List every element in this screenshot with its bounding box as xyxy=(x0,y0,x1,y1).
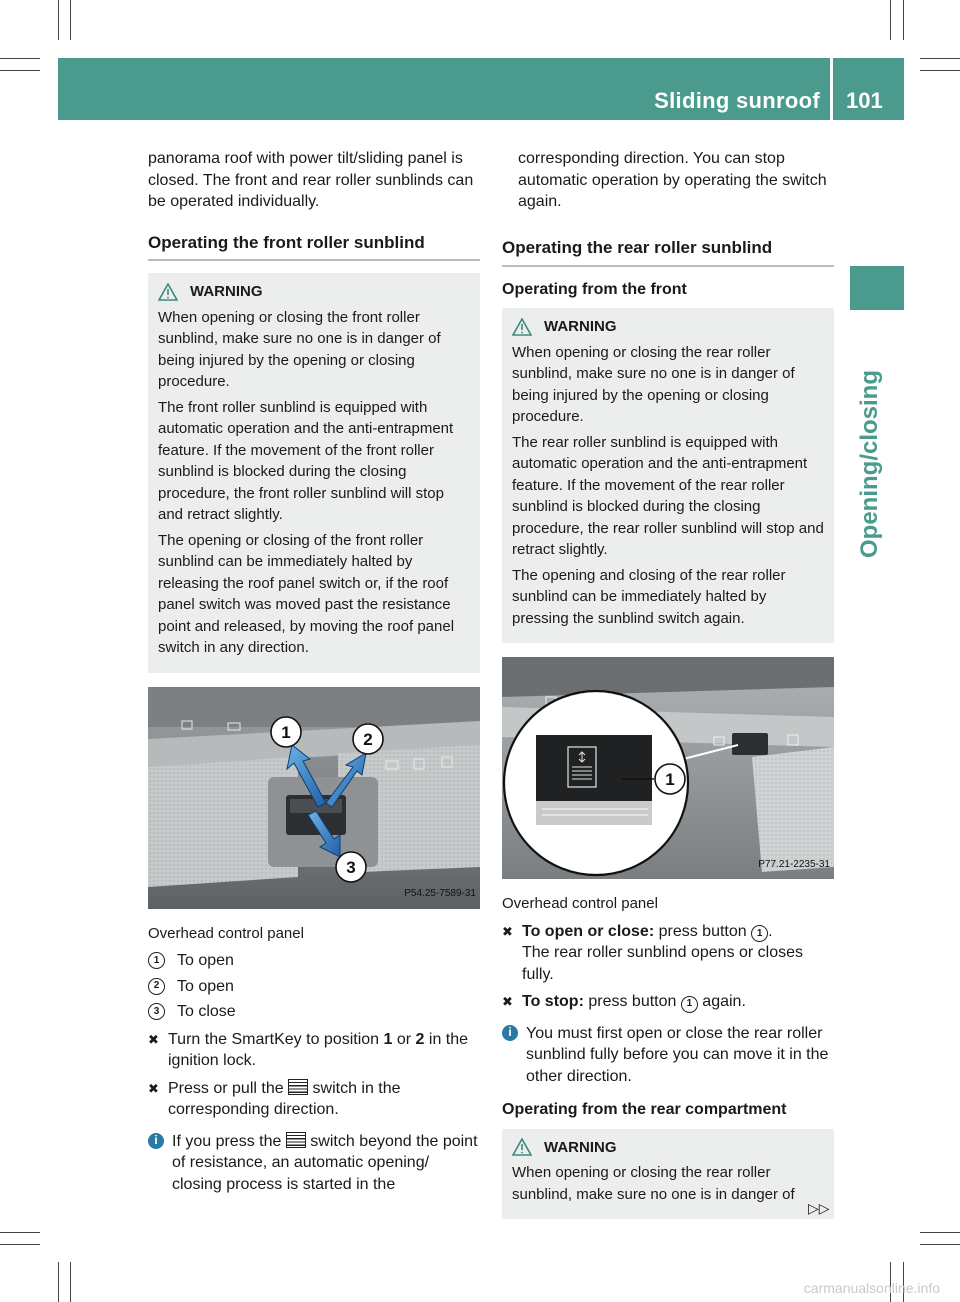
sub-heading-front: Operating from the front xyxy=(502,280,687,298)
overhead-panel-illustration-rear xyxy=(502,657,834,879)
callout-3 xyxy=(336,852,366,882)
figure-code: P77.21-2235-31 xyxy=(758,858,830,870)
continue-arrows-icon: ▷▷ xyxy=(808,1200,830,1216)
warning-paragraph: The opening or closing of the front roller sunblind can be immediately halted by releasing the roof panel switch or, if the roof panel switch was moved past the resistance point and released, by moving the roof panel switch in any direction. xyxy=(158,531,455,656)
warning-paragraph: When opening or closing the front roller sunblind, make sure no one is in danger of being injured by the opening or closing procedure. xyxy=(158,308,441,390)
sub-heading-rear: Operating from the rear compartment xyxy=(502,1101,787,1118)
crop-mark xyxy=(0,70,40,71)
crop-mark xyxy=(920,1232,960,1233)
warning-box-front xyxy=(148,273,480,673)
right-column-main xyxy=(502,218,834,1219)
step-text: Press or pull the switch in the corresponding direction. xyxy=(168,1079,401,1118)
figure-code: P54.25-7589-31 xyxy=(404,888,476,899)
svg-text:2: 2 xyxy=(363,729,373,749)
section-title: Sliding sunroof xyxy=(654,88,820,113)
svg-text:1: 1 xyxy=(281,722,291,742)
legend-item xyxy=(148,976,480,998)
warning-triangle-icon xyxy=(512,1138,532,1156)
side-tab-block xyxy=(850,266,904,310)
warning-title-text: WARNING xyxy=(544,1138,617,1156)
figure-caption: Overhead control panel xyxy=(502,895,658,912)
callout-1 xyxy=(271,717,301,747)
crop-mark xyxy=(70,0,71,40)
legend-item xyxy=(148,1001,480,1023)
left-column xyxy=(148,148,480,1205)
instruction-step xyxy=(502,991,834,1013)
info-note xyxy=(502,1023,834,1088)
warning-paragraph: The opening and closing of the rear roller sunblind can be immediately halted by pressing the sunblind switch again. xyxy=(512,566,786,627)
crop-mark xyxy=(70,1262,71,1302)
crop-mark xyxy=(920,1244,960,1245)
section-heading-rear: Operating the rear roller sunblind xyxy=(502,237,834,267)
overhead-panel-illustration xyxy=(148,687,480,909)
legend-item xyxy=(148,950,480,972)
step-arrow-icon: ✖ xyxy=(148,1080,159,1096)
warning-box-rear xyxy=(502,308,834,643)
info-icon: i xyxy=(148,1133,164,1149)
legend-text: To open xyxy=(177,952,234,969)
step-text: To stop: press button 1 again. xyxy=(522,991,746,1013)
warning-triangle-icon xyxy=(158,283,178,301)
roller-sunblind-switch-icon xyxy=(286,1132,306,1148)
instruction-step xyxy=(502,921,834,986)
step-text: Turn the SmartKey to position 1 or 2 in the ignition lock. xyxy=(168,1030,469,1069)
step-arrow-icon: ✖ xyxy=(502,994,513,1009)
warning-box-rear-compartment xyxy=(502,1129,834,1220)
warning-triangle-icon xyxy=(512,318,532,336)
crop-mark xyxy=(0,1244,40,1245)
page-number: 101 xyxy=(846,88,883,113)
inline-callout-number: 1 xyxy=(751,925,768,942)
legend-text: To close xyxy=(177,1003,236,1020)
side-tab-label: Opening/closing xyxy=(856,369,883,558)
overhead-panel-figure-rear xyxy=(502,657,834,879)
warning-paragraph: The front roller sunblind is equipped with automatic operation and the anti-entrapment feature. If the movement of the front roller sunblind is blocked during the closing procedure, the front roller sunblind will stop and retract slightly. xyxy=(158,398,454,523)
continued-paragraph: corresponding direction. You can stop automatic operation by operating the switch again. xyxy=(518,150,827,210)
crop-mark xyxy=(0,1232,40,1233)
step-arrow-icon: ✖ xyxy=(148,1031,159,1047)
legend-number: 1 xyxy=(148,952,165,969)
warning-title-text: WARNING xyxy=(544,318,617,335)
roller-sunblind-switch-icon xyxy=(288,1079,308,1095)
crop-mark xyxy=(903,0,904,40)
callout-2 xyxy=(353,724,383,754)
warning-paragraph: The rear roller sunblind is equipped with automatic operation and the anti-entrapment feature. If the movement of the rear roller sunblind is blocked during the closing procedure, the rear roller sunblind will stop and retract slightly. xyxy=(512,433,824,558)
warning-title xyxy=(512,316,824,338)
legend-text: To open xyxy=(177,977,234,995)
svg-text:3: 3 xyxy=(346,857,356,877)
warning-title xyxy=(512,1137,824,1159)
info-text: If you press the switch beyond the point of resistance, an automatic opening/ closing process is started in the xyxy=(172,1132,478,1193)
inline-callout-number: 1 xyxy=(681,996,698,1013)
header-divider xyxy=(830,58,833,120)
info-icon: i xyxy=(502,1025,518,1041)
svg-text:1: 1 xyxy=(665,770,675,789)
warning-paragraph: When opening or closing the rear roller sunblind, make sure no one is in danger of being injured by the opening or closing procedure. xyxy=(512,343,795,425)
step-arrow-icon: ✖ xyxy=(502,923,513,939)
legend-number: 2 xyxy=(148,978,165,995)
crop-mark xyxy=(58,0,59,40)
figure-caption: Overhead control panel xyxy=(148,924,304,942)
legend-number: 3 xyxy=(148,1003,165,1020)
instruction-step xyxy=(148,1078,480,1121)
warning-paragraph: When opening or closing the rear roller sunblind, make sure no one is in danger of xyxy=(512,1164,795,1203)
crop-mark xyxy=(890,0,891,40)
crop-mark xyxy=(920,58,960,59)
warning-title-text: WARNING xyxy=(190,283,263,300)
step-text: To open or close: press button 1 . The rear roller sunblind opens or closes fully. xyxy=(522,922,804,983)
instruction-step xyxy=(148,1029,480,1072)
warning-title xyxy=(158,281,470,303)
callout-1-rear xyxy=(655,764,685,794)
intro-paragraph: panorama roof with power tilt/sliding panel is closed. The front and rear roller sunblinds can be operated individually. xyxy=(148,150,474,210)
crop-mark xyxy=(920,70,960,71)
watermark: carmanualsonline.info xyxy=(803,1280,940,1296)
crop-mark xyxy=(58,1262,59,1302)
section-heading-front: Operating the front roller sunblind xyxy=(148,232,480,262)
right-column xyxy=(518,148,834,213)
info-text: You must first open or close the rear roller sunblind fully before you can move it in the other direction. xyxy=(526,1024,829,1085)
info-note xyxy=(148,1131,480,1196)
overhead-panel-figure-front xyxy=(148,687,480,909)
crop-mark xyxy=(0,58,40,59)
